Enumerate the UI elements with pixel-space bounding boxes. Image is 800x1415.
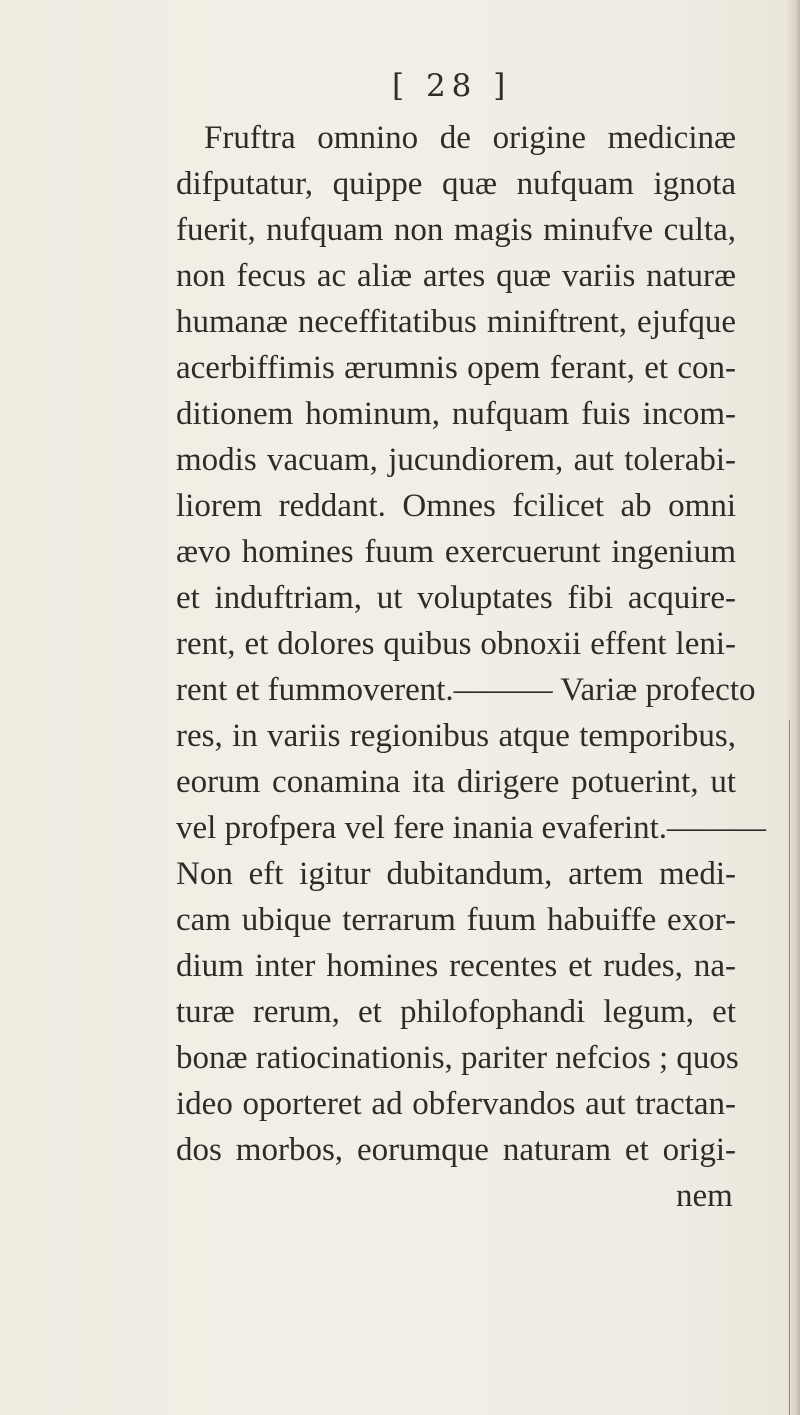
text-line: fuerit, nufquam non magis minufve culta, [176,212,736,248]
text-line: ævo homines fuum exercuerunt ingenium [176,534,736,570]
text-line: et induftriam, ut voluptates fibi acquire- [176,580,736,616]
page-number: [ 28 ] [392,68,512,104]
text-line: bonæ ratiocinationis, pariter nefcios ; quos [176,1040,739,1076]
catchword: nem [676,1178,733,1214]
text-line: difputatur, quippe quæ nufquam ignota [176,166,736,202]
text-line: dos morbos, eorumque naturam et origi- [176,1132,736,1168]
text-line: Non eft igitur dubitandum, artem medi- [176,856,736,892]
text-line: rent, et dolores quibus obnoxii effent leni- [176,626,736,662]
text-line: non fecus ac aliæ artes quæ variis naturæ [176,258,736,294]
text-line: res, in variis regionibus atque temporibus, [176,718,736,754]
text-line: turæ rerum, et philofophandi legum, et [176,994,736,1030]
text-line: cam ubique terrarum fuum habuiffe exor- [176,902,736,938]
text-line: rent et fummoverent.——— Variæ profecto [176,672,756,708]
text-line: eorum conamina ita dirigere potuerint, ut [176,764,736,800]
text-line: ideo oporteret ad obfervandos aut tractan- [176,1086,736,1122]
text-line: acerbiffimis ærumnis opem ferant, et con- [176,350,736,386]
text-line: liorem reddant. Omnes fcilicet ab omni [176,488,736,524]
text-line: vel profpera vel fere inania evaferint.——— [176,810,767,846]
text-line: dium inter homines recentes et rudes, na- [176,948,736,984]
text-line: humanæ neceffitatibus miniftrent, ejufque [176,304,736,340]
text-line: Fruftra omnino de origine medicinæ [204,120,736,156]
text-line: modis vacuam, jucundiorem, aut tolerabi- [176,442,736,478]
text-line: ditionem hominum, nufquam fuis incom- [176,396,736,432]
